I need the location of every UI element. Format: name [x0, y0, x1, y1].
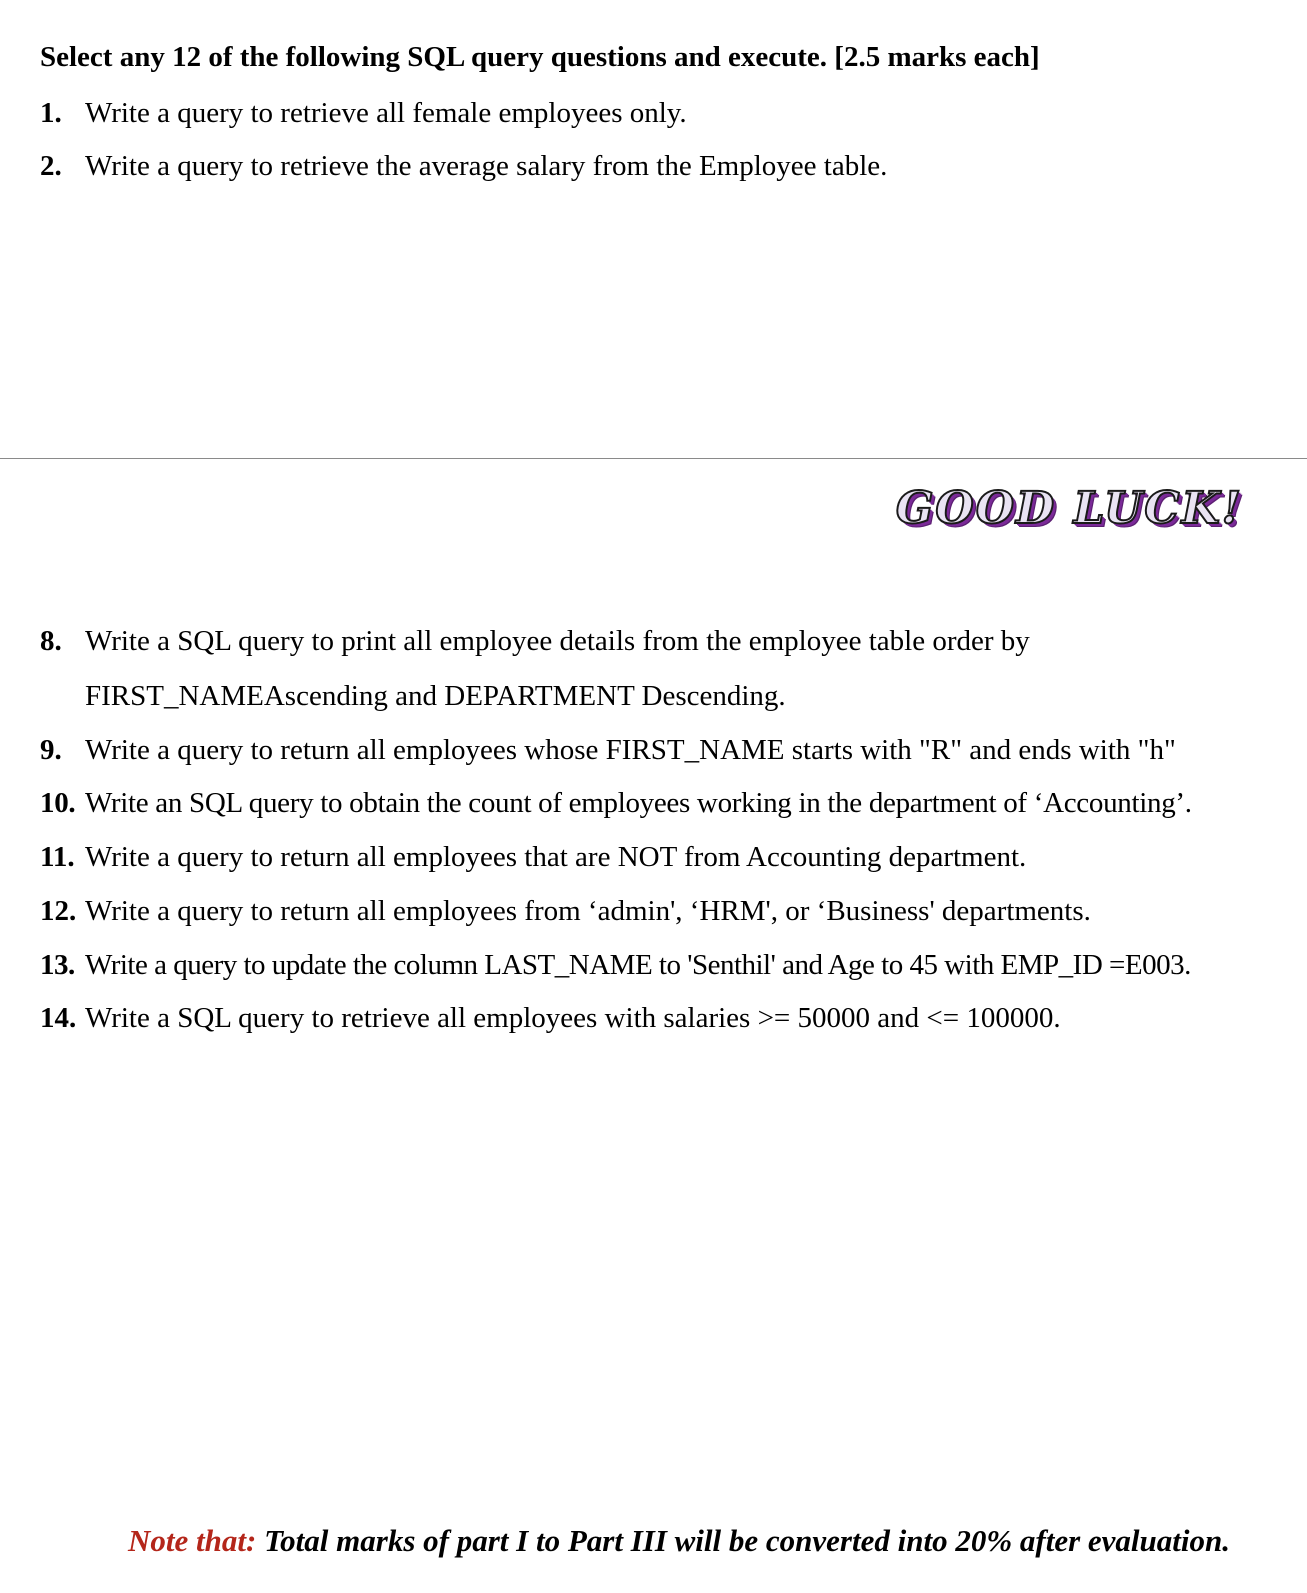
question-number: 2. — [40, 150, 62, 182]
question-9 — [40, 733, 1176, 767]
note-lead: Note that: — [128, 1523, 257, 1558]
note-text: Total marks of part I to Part III will be converted into 20% after evaluation. — [256, 1523, 1230, 1558]
question-number: 12. — [40, 895, 77, 927]
question-number: 13. — [40, 949, 75, 981]
instructions-heading: Select any 12 of the following SQL query questions and execute. [2.5 marks each] — [40, 41, 1040, 73]
question-text: Write a query to return all employees that are NOT from Accounting department. — [85, 841, 1027, 873]
question-text: Write a query to retrieve all female employees only. — [85, 97, 687, 129]
question-number: 1. — [40, 97, 62, 129]
question-text: Write a query to return all employees whose FIRST_NAME starts with "R" and ends with "h" — [85, 734, 1176, 766]
question-11 — [40, 840, 1026, 874]
question-8 — [40, 624, 1030, 658]
question-number: 11. — [40, 841, 75, 873]
question-13 — [40, 948, 1191, 982]
question-text: Write a query to return all employees from ‘admin', ‘HRM', or ‘Business' departments. — [85, 895, 1091, 927]
question-text: Write a query to retrieve the average salary from the Employee table. — [85, 150, 888, 182]
good-luck-banner: GOOD LUCK! — [895, 483, 1243, 534]
question-text: Write a SQL query to print all employee details from the employee table order by — [85, 625, 1030, 657]
question-1 — [40, 96, 687, 130]
question-10 — [40, 786, 1192, 820]
question-14 — [40, 1001, 1061, 1035]
question-number: 10. — [40, 787, 76, 819]
question-text: Write a SQL query to retrieve all employees with salaries >= 50000 and <= 100000. — [85, 1002, 1061, 1034]
question-12 — [40, 894, 1091, 928]
question-number: 14. — [40, 1002, 77, 1034]
evaluation-note — [128, 1522, 1230, 1560]
question-text: Write a query to update the column LAST_NAME to 'Senthil' and Age to 45 with EMP_ID =E003. — [85, 949, 1191, 981]
question-number: 9. — [40, 734, 62, 766]
question-number: 8. — [40, 625, 62, 657]
question-text: Write an SQL query to obtain the count of employees working in the department of ‘Accounting’. — [85, 787, 1192, 819]
question-2 — [40, 149, 887, 183]
question-8-continuation: FIRST_NAMEAscending and DEPARTMENT Descending. — [85, 680, 786, 712]
page-divider — [0, 458, 1307, 459]
